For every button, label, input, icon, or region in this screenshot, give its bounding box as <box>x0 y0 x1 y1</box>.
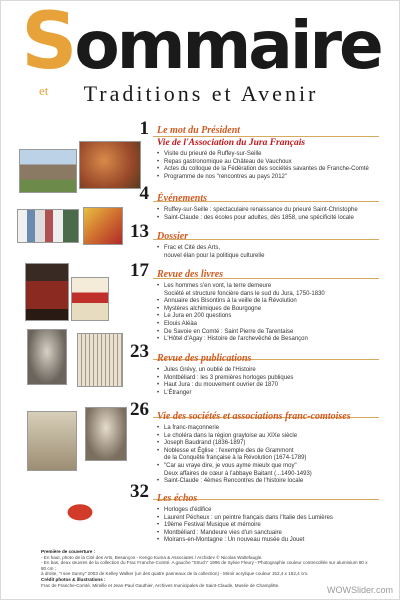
list-item: • 19ème Festival Musique et mémoire <box>157 522 381 530</box>
list-item: • Visite du prieuré de Ruffey-sur-Seille <box>157 151 381 159</box>
portrait-grevy <box>27 329 67 385</box>
watermark: WOWSlider.com <box>326 585 393 595</box>
list-item: • Le choléra dans la région grayloise au XIXe siècle <box>157 433 381 441</box>
section-heading: Événements <box>157 193 207 204</box>
list-item: • Joseph Baudrand (1836-1897) <box>157 440 381 448</box>
list-item: • L'Étranger <box>157 390 381 398</box>
list-item: • Frac et Cité des Arts, <box>157 245 381 253</box>
list-item: • Laurent Pécheux : un peintre français dans l'Italie des Lumières <box>157 515 381 523</box>
page-number: 1 <box>139 118 149 139</box>
title-rest: ommaire <box>74 7 381 84</box>
page-number: 26 <box>130 399 149 420</box>
section-heading: Les échos <box>157 493 198 504</box>
list-item: • Annuaire des Bisontins à la veille de la Révolution <box>157 298 381 306</box>
tapestry-image <box>79 141 141 189</box>
list-item: • Noblesse et Église : l'exemple des de Grammont <box>157 448 381 456</box>
list-item: • Elouis Aléàa <box>157 321 381 329</box>
book-cover-1 <box>25 263 69 321</box>
list-item: • Moirans-en-Montagne : Un nouveau musée du Jouet <box>157 537 381 545</box>
list-item: • L'Hôtel d'Agay : Histoire de l'archevêché de Besançon <box>157 336 381 344</box>
list-item: nouvel élan pour la politique culturelle <box>164 252 265 259</box>
masthead <box>1 0 400 106</box>
subtitle-text: Traditions et Avenir <box>83 81 319 106</box>
page-number: 23 <box>130 341 149 362</box>
cover-credits <box>41 549 371 588</box>
page-number: 4 <box>139 183 149 204</box>
art-panels-image <box>83 207 123 245</box>
list-item: Deux affaires de cœur à l'abbaye Baitant (...1490-1493) <box>164 470 312 477</box>
list-item: • Programme de nos "rencontres au pays 2012" <box>157 174 381 182</box>
list-item: • Haut Jura : du mouvement ouvrier de 1870 <box>157 382 381 390</box>
subtitle-et: et <box>39 83 49 98</box>
list-item: • La franc-maçonnerie <box>157 425 381 433</box>
list-item: • Montbéliard : les 3 premières horloges publiques <box>157 375 381 383</box>
list-item: • Actes du colloque de la Fédération des sociétés savantes de Franche-Comté <box>157 166 381 174</box>
magazine-subtitle <box>1 81 400 107</box>
list-item: • Horloges d'édifice <box>157 507 381 515</box>
list-item: • Le Jura en 200 questions <box>157 313 381 321</box>
credits-line: à droite, "I see Sunny" 2003 de Kelley Walker (un des quatre panneaux de la collection) - Miroir acrylique couleur 152,4 x 152,4 cm. <box>41 571 309 577</box>
credits-line: - En bas, deux œuvres de la collection du Frac Franche-Comté. A gauche "Struch" 1996 de Sylvie Fleury - Photographie couleur contrecollée sur aluminium 80 x 80 cm ; <box>41 560 368 571</box>
section-heading: Le mot du Président <box>157 125 241 136</box>
credits-title: Première de couverture : <box>41 549 96 554</box>
list-item: • Saint-Claude : des écoles pour adultes, dès 1858, une spécificité locale <box>157 215 381 223</box>
page-number: 13 <box>130 221 149 242</box>
list-item: • Jules Grévy, un oublié de l'Histoire <box>157 367 381 375</box>
book-cover-2 <box>71 277 109 321</box>
page-number: 17 <box>130 260 149 281</box>
list-item: • Mystères alchimiques de Bourgogne <box>157 306 381 314</box>
section-subheading: Vie de l'Association du Jura Français <box>157 138 306 148</box>
clock-tower-engraving <box>77 333 123 387</box>
page-number: 32 <box>130 481 149 502</box>
credits-line: - En haut, photo de la Cité des Arts, Besançon - Kengo Kuma & Associates / Archidev © Nicolas Waltefaugle. <box>41 554 263 560</box>
magazine-title <box>1 0 400 87</box>
photos-credits-title: Crédit photos & illustrations : <box>41 576 106 582</box>
list-item: de la Conquête française à la Révolution (1674-1789) <box>164 455 307 462</box>
religious-engraving <box>27 411 77 471</box>
section-heading: Revue des publications <box>157 353 252 364</box>
list-item: • Les hommes s'en vont, la terre demeure <box>157 283 381 291</box>
title-initial: S <box>21 0 75 87</box>
section-heading: Revue des livres <box>157 269 224 280</box>
list-item: • Montbéliard : Mandeure vies d'un sanctuaire <box>157 530 381 538</box>
list-item: • Ruffey-sur-Seille : spectaculaire renaissance du prieuré Saint-Christophe <box>157 207 381 215</box>
credits-line: Frac de Franche-Comté, Mireille et Jean-Paul Gauthier, Archives municipales de Saint-Claude, Musée de Champlitte. <box>41 582 280 588</box>
list-item: • Repas gastronomique au Château de Vauchoux <box>157 159 381 167</box>
list-item: • De Savoie en Comté : Saint Pierre de Tarentaise <box>157 329 381 337</box>
section-heading: Dossier <box>157 231 189 242</box>
manor-photo <box>19 149 77 193</box>
section-heading: Vie des sociétés et associations franc-comtoises <box>157 411 351 422</box>
seaplane-toy-photo <box>41 487 119 533</box>
list-item: • Saint-Claude : 4èmes Rencontres de l'histoire locale <box>157 478 381 486</box>
list-item: • "Car au vraye dire, je vous ayme mieulx que moy" <box>157 463 381 471</box>
cultural-building-photo <box>17 209 79 243</box>
list-item: Société et structure foncière dans le sud du Jura, 1750-1830 <box>164 290 325 297</box>
